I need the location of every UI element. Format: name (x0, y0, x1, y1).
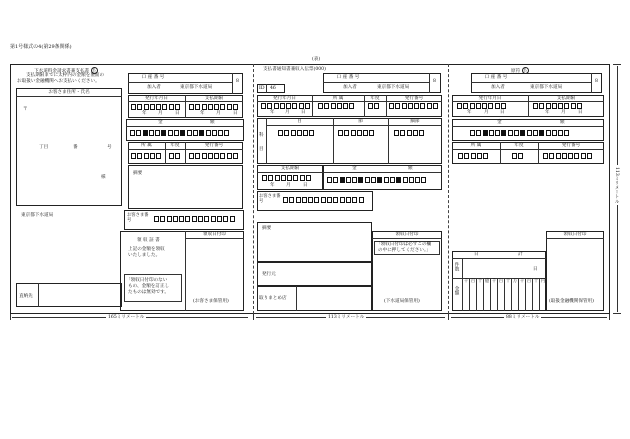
panel2-amount-label-1: 金 (352, 166, 357, 171)
id-value: 46 (270, 86, 276, 91)
panel2-due-line (257, 172, 323, 173)
issue-year: 年 (142, 111, 147, 116)
amount-cells (130, 130, 229, 136)
panel3-account-suffix: 8 (595, 79, 598, 84)
stamp-place-label: 直納先 (19, 294, 33, 299)
issuer-label: 発行元 (262, 272, 276, 277)
address-ban: 番 (73, 145, 78, 150)
subject-col-2 (388, 118, 389, 164)
dim-right-label: 88ミリメートル (506, 315, 540, 320)
subject-setsu: 節 (358, 119, 363, 124)
account-divider-v (232, 73, 233, 94)
digit-column (504, 279, 511, 311)
form-header: 第1号様式の4(第29条関係) (10, 44, 72, 50)
panel2-due-month: 月 (286, 183, 291, 188)
panel3-issue-date-cells (457, 103, 506, 109)
panel2-issue-date-label: 発行年月日 (273, 96, 296, 101)
issue-no-cells (189, 153, 238, 159)
customer-no-cells (154, 216, 235, 222)
digit-label: 円 (540, 279, 546, 284)
id-divider (266, 84, 267, 93)
dates-header-line (128, 101, 243, 102)
panel2-due-day: 日 (303, 183, 308, 188)
dim-middle-label: 113ミリメートル (328, 315, 365, 320)
panel2-due-cells (262, 175, 311, 181)
panel2-dept-label: 所 属 (332, 96, 344, 101)
subject-label-2: 目 (259, 147, 264, 152)
count-unit: 日 (533, 267, 538, 272)
digit-column (469, 279, 476, 311)
fiscal-year-label: 年度 (170, 143, 180, 148)
dim-height-tick-bottom (613, 313, 621, 314)
panel3-joiner: 加入者 (491, 85, 505, 90)
panel3-dept-line (452, 149, 604, 150)
receipt-date-stamp-label: 領収日付印 (203, 232, 226, 237)
panel2-stamp-note-1: 「領収日付印は必ずこの欄 (376, 242, 432, 247)
address-go: 号 (107, 145, 112, 150)
dim-left-tick-a (10, 314, 11, 320)
dim-tick-c (448, 314, 449, 320)
panel2-issue-no-cells (389, 103, 438, 109)
address-chome: 丁目 (39, 145, 49, 150)
perforation-left (253, 64, 254, 314)
stamp-circle-icon: 払 (523, 68, 527, 72)
panel3-dept-cells (458, 153, 488, 159)
panel2-customer-no-label: お客さま番号 (259, 194, 281, 204)
amount-label-1: 金 (158, 120, 163, 125)
panel2-title: 支払書通知書兼収入伝票(000) (263, 67, 326, 72)
panel3-amount-label-2: 額 (560, 120, 565, 125)
digit-label: 十 (477, 279, 483, 284)
panel2-account-suffix: 8 (433, 79, 436, 84)
panel2-customer-no-cells (283, 197, 364, 203)
digit-column (518, 279, 525, 311)
panel2-account-divider (323, 82, 429, 83)
panel2-fiscal-year-label: 年度 (370, 96, 380, 101)
panel1-instruction-2: お取扱い金融機関へお支払いください。 (17, 79, 100, 84)
panel3-title-text: 原符 (511, 69, 521, 74)
digit-column (532, 279, 539, 311)
panel2-amount-cells (327, 177, 426, 183)
stamp-place-divider (38, 283, 39, 307)
panel3-amount-cells (470, 130, 569, 136)
amount-vertical-label: 金額 (454, 286, 459, 296)
panel2-fiscal-year-cells (368, 103, 379, 109)
digit-column (476, 279, 483, 311)
panel3-account-divider-v (591, 73, 592, 93)
dim-tick-b (253, 314, 254, 320)
issuer-name: 東京都下水道局 (21, 213, 54, 218)
panel3-issue-no-label: 発行番号 (561, 143, 581, 148)
digit-label: 億 (484, 279, 490, 284)
panel2-issue-year: 年 (270, 110, 275, 115)
issue-date-label: 発行年月日 (145, 96, 168, 101)
panel2-due-year: 年 (270, 183, 275, 188)
digit-columns (463, 279, 546, 311)
digit-label: 千 (491, 279, 497, 284)
receipt-text-2: いたしました。 (128, 253, 161, 258)
subject-label-1: 科 (259, 133, 264, 138)
panel3-bureau: 東京都下水道局 (530, 85, 563, 90)
panel2-summary-box (257, 222, 372, 262)
joiner-label: 加入者 (147, 85, 161, 90)
panel2-bureau: 東京都下水道局 (377, 85, 410, 90)
digit-label: 百 (470, 279, 476, 284)
due-date-label: 支払期限 (204, 96, 224, 101)
digit-label: 千 (519, 279, 525, 284)
digit-column (539, 279, 546, 311)
digit-column (511, 279, 518, 311)
account-divider (128, 82, 232, 83)
panel3-bank-keep: (取扱金融機関保管用) (549, 299, 594, 304)
panel3-dept-label: 所 属 (470, 143, 482, 148)
subject-setsu-cells (338, 130, 374, 136)
due-month: 月 (216, 111, 221, 116)
daily-total-label-1: 日 (474, 252, 479, 257)
panel3-amount-line (452, 126, 604, 127)
count-label: 件数 (454, 262, 459, 272)
panel3-issue-date-label: 発行年月日 (478, 96, 502, 101)
digit-label: 十 (533, 279, 539, 284)
panel3-account-divider (471, 82, 591, 83)
panel3-issue-month: 月 (484, 110, 489, 115)
panel3-issue-no-cells (543, 153, 592, 159)
digit-column (490, 279, 497, 311)
collection-shop-divider (296, 286, 297, 311)
panel2-summary-label: 摘要 (262, 226, 272, 231)
panel3-fiscal-year-label: 年度 (514, 143, 524, 148)
subject-moku: 目 (297, 119, 302, 124)
stamp-circle-icon: 払 (92, 68, 96, 72)
daily-total-header-line (452, 258, 546, 259)
bureau-label: 東京都下水道局 (180, 85, 213, 90)
receipt-text-1: 上記の金額を領収 (128, 247, 165, 252)
panel3-amount-label-1: 金 (497, 120, 502, 125)
panel3-due-date-label: 支払期限 (556, 96, 576, 101)
dim-left-label: 165ミリメートル (108, 315, 145, 320)
panel2-stamp-label: 領収日付印 (395, 232, 419, 237)
digit-column (525, 279, 532, 311)
panel2-due-label: 支払期限 (280, 166, 300, 171)
panel2-issue-date-cells (261, 103, 310, 109)
amount-header-line (126, 126, 244, 127)
digit-label: 百 (498, 279, 504, 284)
address-sama: 様 (101, 175, 106, 180)
collection-shop-label: 取りまとめ店 (259, 296, 287, 301)
panel3-fiscal-year-cells (512, 153, 523, 159)
dept-cells (131, 153, 161, 159)
digit-label: 十 (505, 279, 511, 284)
panel2-bureau-keep: (下水道局保管用) (384, 299, 420, 304)
back-marker: (表) (312, 57, 321, 62)
panel2-issue-month: 月 (285, 110, 290, 115)
receipt-title: 領 収 証 書 (137, 238, 160, 243)
dim-height-label: 113ミリメートル (614, 167, 619, 204)
subject-saisetsu: 細節 (410, 119, 420, 124)
receipt-stamp-header-line (185, 238, 244, 239)
panel3-dates-line (452, 101, 604, 102)
due-day: 日 (233, 111, 238, 116)
panel3-issue-year: 年 (467, 110, 472, 115)
note-line-1: 「領収日付印のない (126, 278, 168, 283)
perforation-right (448, 64, 449, 314)
due-date-cells (189, 104, 238, 110)
panel2-header-line (257, 101, 442, 102)
subject-col-1 (333, 118, 334, 164)
note-line-2: もの、金額を訂正し (128, 284, 170, 289)
panel3-stamp-label: 領収日付印 (563, 232, 587, 237)
due-year: 年 (200, 111, 205, 116)
panel2-account-divider-v (429, 73, 430, 93)
panel2-joiner: 加入者 (343, 85, 357, 90)
note-line-3: たものは無効です。 (128, 290, 169, 295)
issue-no-label: 発行番号 (204, 143, 224, 148)
amount-label-2: 額 (210, 120, 215, 125)
fiscal-year-cells (169, 153, 180, 159)
subject-saisetsu-cells (394, 130, 424, 136)
address-box-divider (16, 96, 122, 97)
panel1-title-text: 下水道料金請求書兼支払書 (34, 69, 90, 74)
digit-label: 百 (526, 279, 532, 284)
postal-mark: 〒 (23, 107, 28, 112)
issue-date-cells (131, 104, 180, 110)
panel1-instruction-1: 支払期限までに太枠内の金額を裏面の (26, 73, 105, 78)
panel3-account-label: 口 座 番 号 (484, 75, 508, 80)
panel2-amount-line (323, 172, 442, 173)
panel2-issue-no-label: 発行番号 (404, 96, 424, 101)
panel2-issue-day: 日 (301, 110, 306, 115)
subject-header-line (266, 125, 442, 126)
account-number-label: 口 座 番 号 (141, 75, 165, 80)
id-label: ID (259, 86, 265, 91)
customer-keep-label: (お客さま保管用) (193, 299, 229, 304)
summary-box (128, 165, 243, 209)
panel2-amount-label-2: 額 (408, 166, 413, 171)
dim-height-tick-top (613, 64, 621, 65)
panel2-dept-cells (318, 103, 354, 109)
dept-label: 所 属 (141, 143, 152, 148)
panel3-issue-day: 日 (500, 110, 505, 115)
panel2-account-label: 口 座 番 号 (336, 75, 360, 80)
panel3-due-day: 日 (578, 110, 583, 115)
panel3-due-date-cells (533, 103, 582, 109)
digit-column (483, 279, 490, 311)
dim-tick-d (609, 314, 610, 320)
panel3-stamp-line (546, 238, 604, 239)
digit-label: 千 (463, 279, 469, 284)
customer-no-label: お客さま番号 (127, 213, 149, 223)
digit-column (497, 279, 504, 311)
panel2-stamp-note-2: の中に押してください。」 (378, 248, 431, 253)
panel2-stamp-line (372, 238, 442, 239)
panel3-due-year: 年 (545, 110, 550, 115)
address-label: お客さま住所・氏名 (48, 90, 90, 95)
daily-total-label-2: 計 (518, 252, 523, 257)
issue-month: 月 (158, 111, 163, 116)
digit-label: 万 (512, 279, 518, 284)
summary-label: 摘要 (133, 171, 143, 176)
subject-moku-cells (278, 130, 314, 136)
account-suffix: 8 (236, 79, 239, 84)
issue-day: 日 (175, 111, 180, 116)
panel3-due-month: 月 (561, 110, 566, 115)
receipt-divider (185, 231, 186, 311)
